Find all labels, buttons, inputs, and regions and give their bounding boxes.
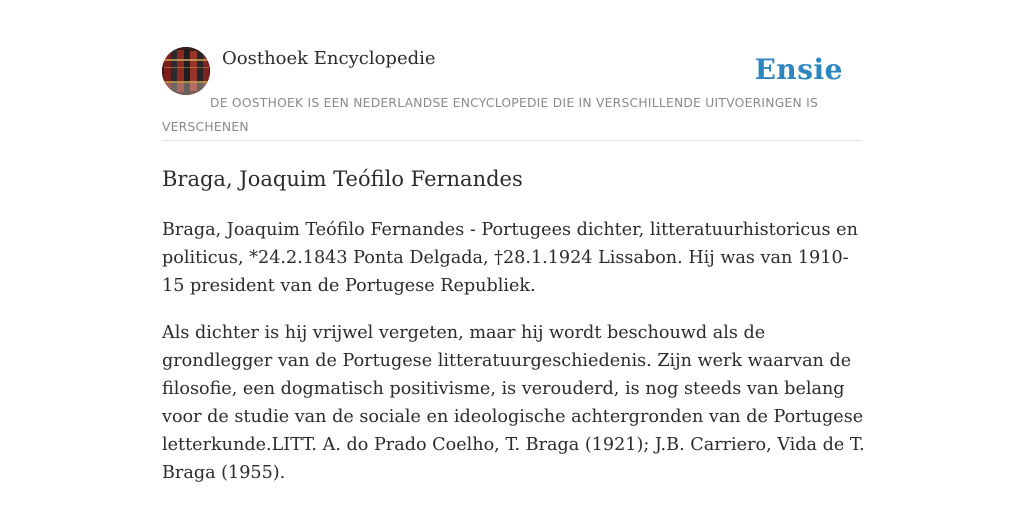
- site-header: [162, 46, 862, 141]
- article-content: [162, 216, 867, 506]
- book-spines-icon[interactable]: [162, 47, 210, 95]
- site-name-link[interactable]: Oosthoek Encyclopedie: [222, 48, 436, 69]
- brand-logo-link[interactable]: Ensie: [754, 53, 843, 86]
- site-tagline: DE OOSTHOEK IS EEN NEDERLANDSE ENCYCLOPEDIE DIE IN VERSCHILLENDE UITVOERINGEN IS VERSCHENEN: [162, 96, 819, 134]
- article-paragraph: Als dichter is hij vrijwel vergeten, maar hij wordt beschouwd als de grondlegger van de Portugese litteratuurgeschiedenis. Zijn werk waarvan de filosofie, een dogmatisch positivisme, is verouderd, is nog steeds van belang voor de studie van de sociale en ideologische achtergronden van de Portugese letterkunde.LITT. A. do Prado Coelho, T. Braga (1921); J.B. Carriero, Vida de T. Braga (1955).: [162, 323, 865, 483]
- page-title: Braga, Joaquim Teófilo Fernandes: [162, 167, 523, 191]
- article-paragraph: Braga, Joaquim Teófilo Fernandes - Portugees dichter, litteratuurhistoricus en politicus, *24.2.1843 Ponta Delgada, †28.1.1924 Lissabon. Hij was van 1910-15 president van de Portugese Republiek.: [162, 220, 858, 296]
